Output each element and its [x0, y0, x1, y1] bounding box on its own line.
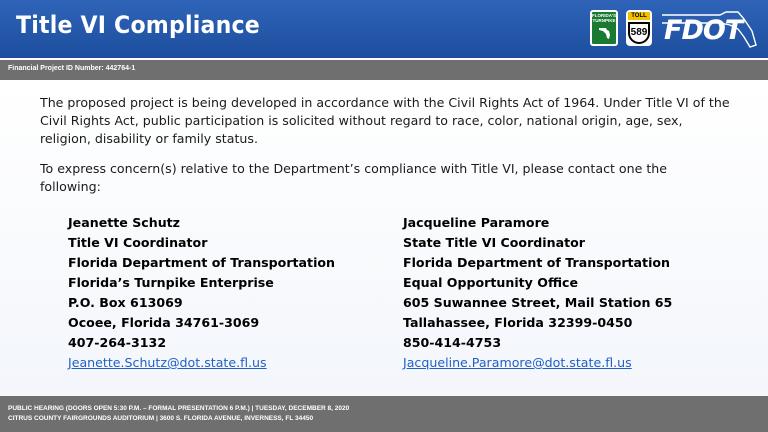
contact-address: P.O. Box 613069 — [68, 295, 183, 310]
contact-phone: 407-264-3132 — [68, 335, 167, 350]
contact-office: Florida’s Turnpike Enterprise — [68, 275, 274, 290]
fdot-logo — [660, 9, 760, 49]
contact-title: Title VI Coordinator — [68, 235, 208, 250]
project-id-text: Financial Project ID Number: 442764-1 — [8, 65, 136, 72]
header-bar — [0, 0, 768, 58]
toll-number: 589 — [628, 22, 650, 44]
project-id-bar — [0, 58, 768, 80]
slide-content — [0, 80, 768, 396]
florida-map-icon — [598, 26, 612, 40]
contact-department: Florida Department of Transportation — [403, 255, 671, 270]
turnpike-logo-label: FLORIDA'S TURNPIKE — [592, 13, 617, 23]
contact-department: Florida Department of Transportation — [68, 255, 336, 270]
contact-title: State Title VI Coordinator — [403, 235, 585, 250]
intro-paragraph: The proposed project is being developed in accordance with the Civil Rights Act of 1964. Under Title VI of the Civil Rights Act, public participation is solicited without regard to race, color, national origin, age, sex, religion, disability or family status. — [40, 95, 730, 146]
turnpike-logo — [590, 10, 618, 46]
fdot-logo-text: FDOT — [664, 15, 743, 46]
contact-name: Jeanette Schutz — [68, 215, 181, 230]
contact-city: Tallahassee, Florida 32399-0450 — [403, 315, 633, 330]
contact-paragraph: To express concern(s) relative to the Department’s compliance with Title VI, please contact one the following: — [40, 161, 668, 194]
contact-address: 605 Suwannee Street, Mail Station 65 — [403, 295, 673, 310]
contact-city: Ocoee, Florida 34761-3069 — [68, 315, 260, 330]
footer-location-info: CITRUS COUNTY FAIRGROUNDS AUDITORIUM | 3600 S. FLORIDA AVENUE, INVERNESS, FL 34450 — [8, 415, 314, 422]
toll-589-shield-logo — [626, 10, 652, 46]
footer-hearing-info: PUBLIC HEARING (DOORS OPEN 5:30 P.M. – FORMAL PRESENTATION 6 P.M.) | TUESDAY, DECEMBER 8, 2020 — [8, 405, 350, 412]
contact-phone: 850-414-4753 — [403, 335, 502, 350]
page-title: Title VI Compliance — [16, 11, 260, 39]
toll-label: TOLL — [628, 12, 650, 20]
contact-card-right — [403, 213, 672, 373]
contact-office: Equal Opportunity Office — [403, 275, 579, 290]
contact-email-link[interactable]: Jeanette.Schutz@dot.state.fl.us — [68, 355, 267, 370]
contact-email-link[interactable]: Jacqueline.Paramore@dot.state.fl.us — [403, 355, 632, 370]
footer-bar — [0, 396, 768, 432]
contact-name: Jacqueline Paramore — [403, 215, 550, 230]
contact-card-left — [68, 213, 335, 373]
